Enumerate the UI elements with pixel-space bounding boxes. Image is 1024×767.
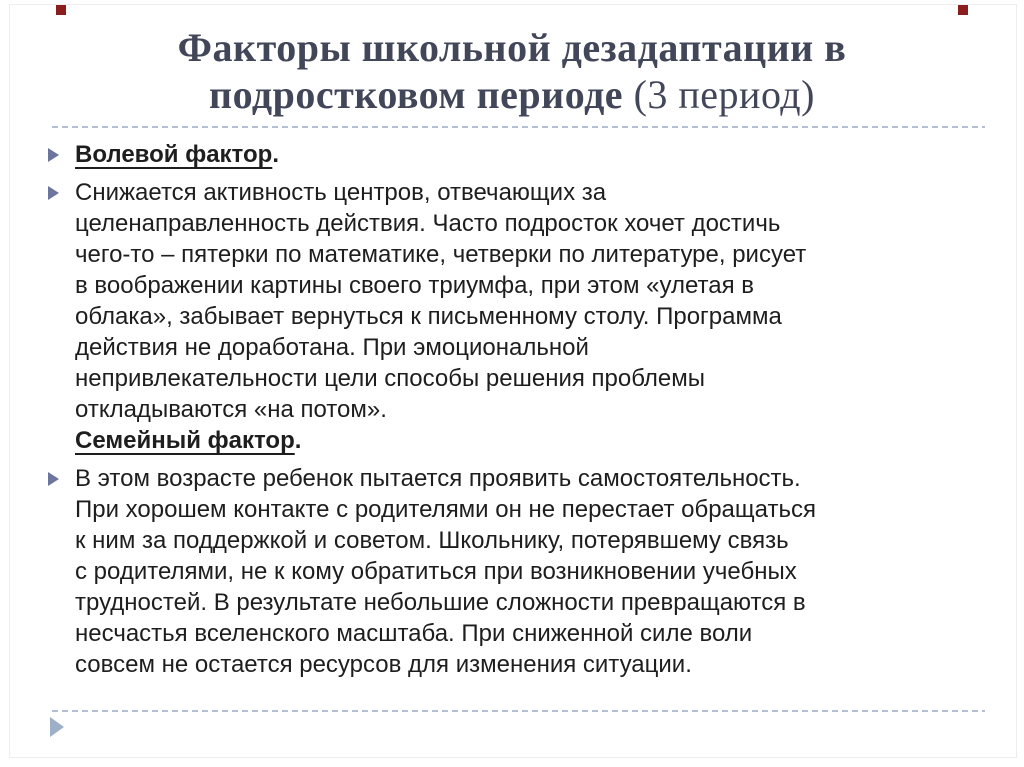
bullet-item-family-paragraph [44,463,990,680]
footer-dashed-divider [52,710,985,712]
slide-body [44,139,990,687]
text-line: целенаправленность действия. Часто подросток хочет достичь [75,210,781,237]
slide-title [60,24,964,118]
text-line: непривлекательности цели способы решения проблемы [75,365,706,392]
text-line: несчастья вселенского масштаба. При сниженной силе воли [75,620,753,647]
family-paragraph [75,463,816,680]
bullet-triangle-icon [48,472,59,486]
bullet-triangle-icon [48,186,59,200]
text-line: чего-то – пятерки по математике, четверки по литературе, рисует [75,241,807,268]
family-factor-heading: Семейный фактор. [75,427,302,454]
slide-title-line1: Факторы школьной дезадаптации в [177,25,847,70]
bullet-triangle-icon [48,148,59,162]
text-line: трудностей. В результате небольшие сложности превращаются в [75,589,806,616]
slide-title-line2: подростковом периоде (3 период) [209,72,815,117]
text-line: действия не доработана. При эмоциональной [75,334,589,361]
footer-arrow-icon [50,717,64,737]
text-line: к ним за поддержкой и советом. Школьнику, потерявшему связь [75,527,789,554]
volitional-factor-heading: Волевой фактор. [75,141,279,168]
text-line: При хорошем контакте с родителями он не перестает обращаться [75,496,816,523]
family-paragraph-lines [75,463,816,680]
bullet-item-volitional-paragraph [44,177,990,456]
red-corner-square-left-icon [56,5,66,15]
volitional-paragraph [75,177,806,456]
text-line: в воображении картины своего триумфа, при этом «улетая в [75,272,754,299]
bullet-item-volitional-heading [44,139,990,170]
title-dashed-divider [52,126,985,128]
volitional-paragraph-lines [75,177,806,425]
text-line: Снижается активность центров, отвечающих за [75,179,607,206]
text-line: совсем не остается ресурсов для изменения ситуации. [75,651,692,678]
text-line: откладываются «на потом». [75,396,387,423]
text-line: В этом возрасте ребенок пытается проявить самостоятельность. [75,465,801,492]
text-line: с родителями, не к кому обратиться при возникновении учебных [75,558,797,585]
red-corner-square-right-icon [958,5,968,15]
text-line: облака», забывает вернуться к письменному столу. Программа [75,303,782,330]
